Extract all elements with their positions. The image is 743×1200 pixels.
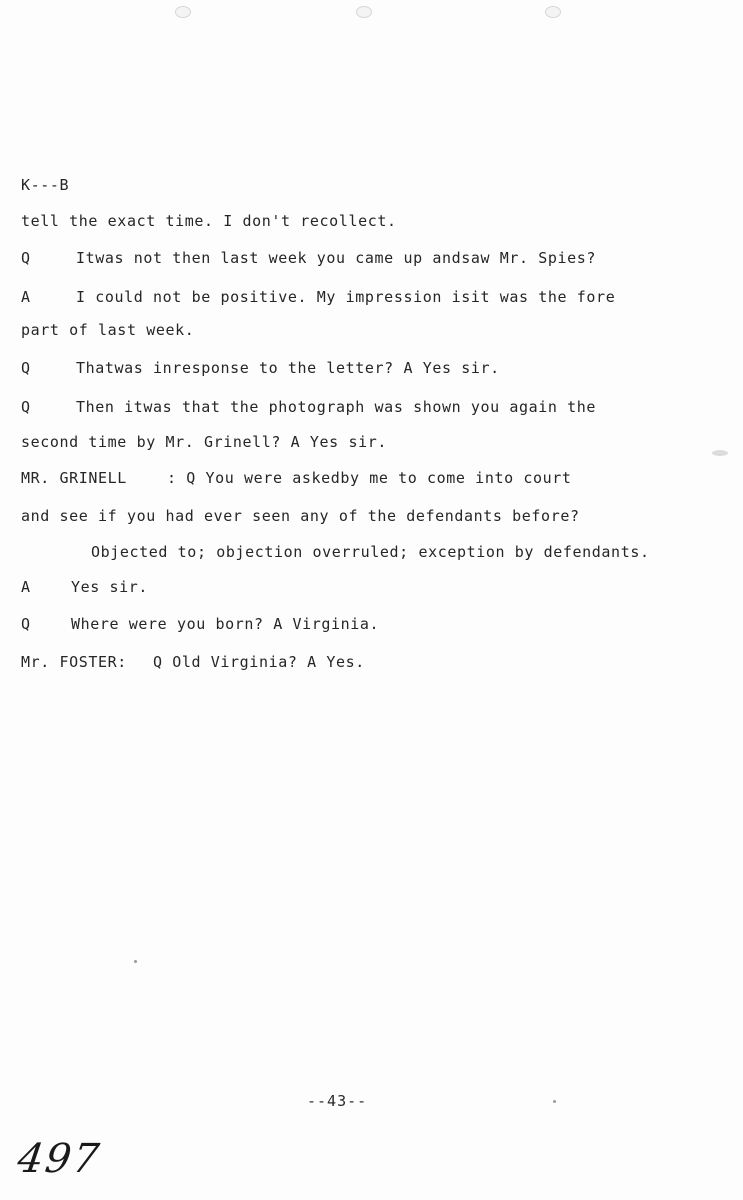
line-speaker: Mr. FOSTER:: [21, 653, 127, 671]
line-speaker: Q: [21, 359, 31, 377]
paper-speck: [553, 1100, 556, 1103]
punch-hole: [356, 6, 372, 18]
line-speaker: Q: [21, 249, 31, 267]
line-text: second time by Mr. Grinell? A Yes sir.: [21, 433, 387, 451]
page-code: K---B: [21, 176, 70, 194]
line-text: Yes sir.: [71, 578, 149, 596]
line-speaker: MR. GRINELL: [21, 469, 127, 487]
page-number: --43--: [307, 1092, 368, 1110]
line-text: and see if you had ever seen any of the defendants before?: [21, 507, 580, 525]
punch-hole: [175, 6, 191, 18]
line-speaker: A: [21, 288, 31, 306]
line-text: Then itwas that the photograph was shown you again the: [76, 398, 597, 416]
handwritten-page-number: 497: [14, 1136, 104, 1182]
line-speaker: Q: [21, 398, 31, 416]
paper-speck: [134, 960, 137, 963]
line-speaker: A: [21, 578, 31, 596]
line-text: Thatwas inresponse to the letter? A Yes sir.: [76, 359, 500, 377]
line-text: Objected to; objection overruled; exception by defendants.: [91, 543, 650, 561]
line-speaker: Q: [21, 615, 31, 633]
line-text: Where were you born? A Virginia.: [71, 615, 380, 633]
line-text: part of last week.: [21, 321, 195, 339]
line-text: Q Old Virginia? A Yes.: [153, 653, 365, 671]
punch-hole: [545, 6, 561, 18]
paper-speck: [712, 450, 728, 456]
line-text: Itwas not then last week you came up andsaw Mr. Spies?: [76, 249, 597, 267]
line-text: tell the exact time. I don't recollect.: [21, 212, 397, 230]
line-text: I could not be positive. My impression isit was the fore: [76, 288, 616, 306]
line-text: : Q You were askedby me to come into court: [167, 469, 572, 487]
